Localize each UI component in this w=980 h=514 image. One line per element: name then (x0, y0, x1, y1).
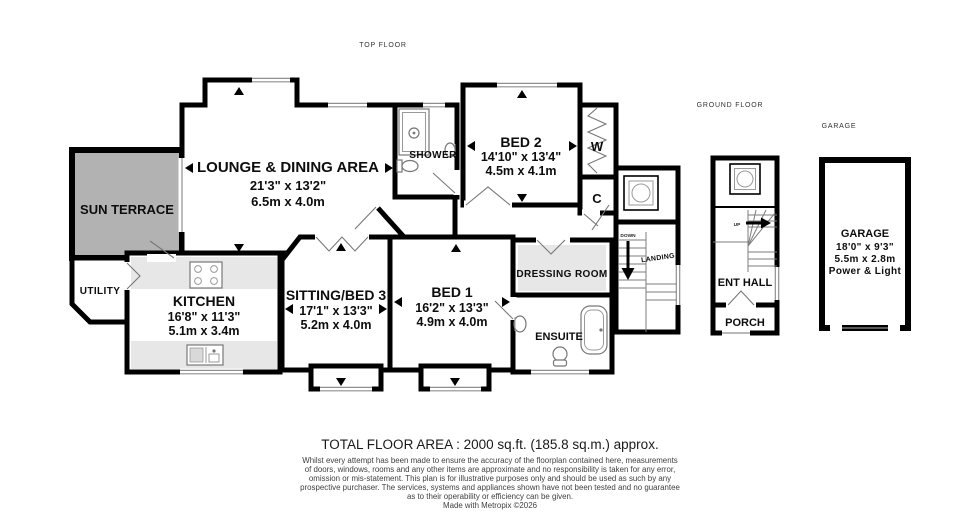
ensuite-label: ENSUITE (535, 331, 583, 343)
ensuite-basin-icon (514, 316, 526, 332)
hob-icon (190, 262, 222, 288)
landing-label: LANDING (640, 252, 676, 265)
disclaimer-line: Whilst every attempt has been made to ensure the accuracy of the floorplan contained here, measurements (302, 456, 678, 465)
disclaimer (0, 456, 980, 501)
ground-boiler-icon (730, 164, 760, 194)
ent-hall-label: ENT HALL (717, 277, 773, 289)
porch-label: PORCH (725, 317, 765, 329)
disclaimer-line: prospective purchaser. The services, systems and appliances shown have not been tested and no guarantee (300, 483, 680, 492)
top-floor-header: TOP FLOOR (359, 42, 407, 49)
ensuite-toilet-icon (553, 347, 567, 366)
kitchen-metric: 5.1m x 3.4m (168, 324, 240, 338)
down-label: DOWN (620, 234, 636, 239)
shower-icon (399, 109, 429, 155)
lounge-metric: 6.5m x 4.0m (251, 194, 325, 209)
bed1-label: BED 1 (431, 284, 473, 300)
shower-label: SHOWER (409, 150, 457, 161)
utility-label: UTILITY (79, 286, 121, 297)
up-label: UP (733, 223, 741, 228)
total-floor-area: TOTAL FLOOR AREA : 2000 sq.ft. (185.8 sq.m.) approx. (321, 437, 659, 452)
garage-header: GARAGE (821, 123, 857, 130)
bed1-imperial: 16'2" x 13'3" (415, 301, 489, 315)
disclaimer-line: as to their operability or efficiency can be given. (406, 492, 574, 501)
garage-imperial: 18'0" x 9'3" (836, 242, 894, 253)
garage-label: GARAGE (840, 228, 890, 240)
kitchen-label: KITCHEN (172, 293, 236, 309)
bed2-imperial: 14'10" x 13'4" (480, 150, 562, 164)
cylinder-icon (624, 176, 658, 210)
sitting-bed3-metric: 5.2m x 4.0m (300, 318, 372, 332)
ground-floor-header: GROUND FLOOR (696, 102, 764, 109)
garage-extra: Power & Light (828, 266, 902, 277)
dressing-room-label: DRESSING ROOM (516, 269, 608, 280)
lounge-imperial: 21'3" x 13'2" (249, 178, 327, 193)
kitchen-sink-icon (187, 345, 223, 365)
disclaimer-line: of doors, windows, rooms and any other items are approximate and no responsibility is taken for any error, (304, 465, 676, 474)
bath-icon (581, 306, 607, 354)
garage-metric: 5.5m x 2.8m (834, 254, 896, 265)
lounge-label: LOUNGE & DINING AREA (197, 159, 379, 176)
credit-line: Made with Metropix ©2026 (443, 501, 537, 510)
wardrobe-label: W (590, 139, 604, 154)
kitchen-imperial: 16'8" x 11'3" (167, 310, 241, 324)
bed1-metric: 4.9m x 4.0m (416, 315, 488, 329)
cupboard-label: C (592, 191, 602, 206)
bed2-metric: 4.5m x 4.1m (485, 164, 557, 178)
bed2-label: BED 2 (500, 134, 542, 150)
shower-toilet-icon (397, 160, 418, 172)
disclaimer-line: omission or mis-statement. This plan is for illustrative purposes only and should be used as such by any (308, 474, 672, 483)
sitting-bed3-imperial: 17'1" x 13'3" (299, 304, 373, 318)
dressing-wardrobe-band (518, 245, 606, 291)
sun-terrace-label: SUN TERRACE (80, 202, 174, 217)
sitting-bed3-label: SITTING/BED 3 (285, 287, 387, 303)
